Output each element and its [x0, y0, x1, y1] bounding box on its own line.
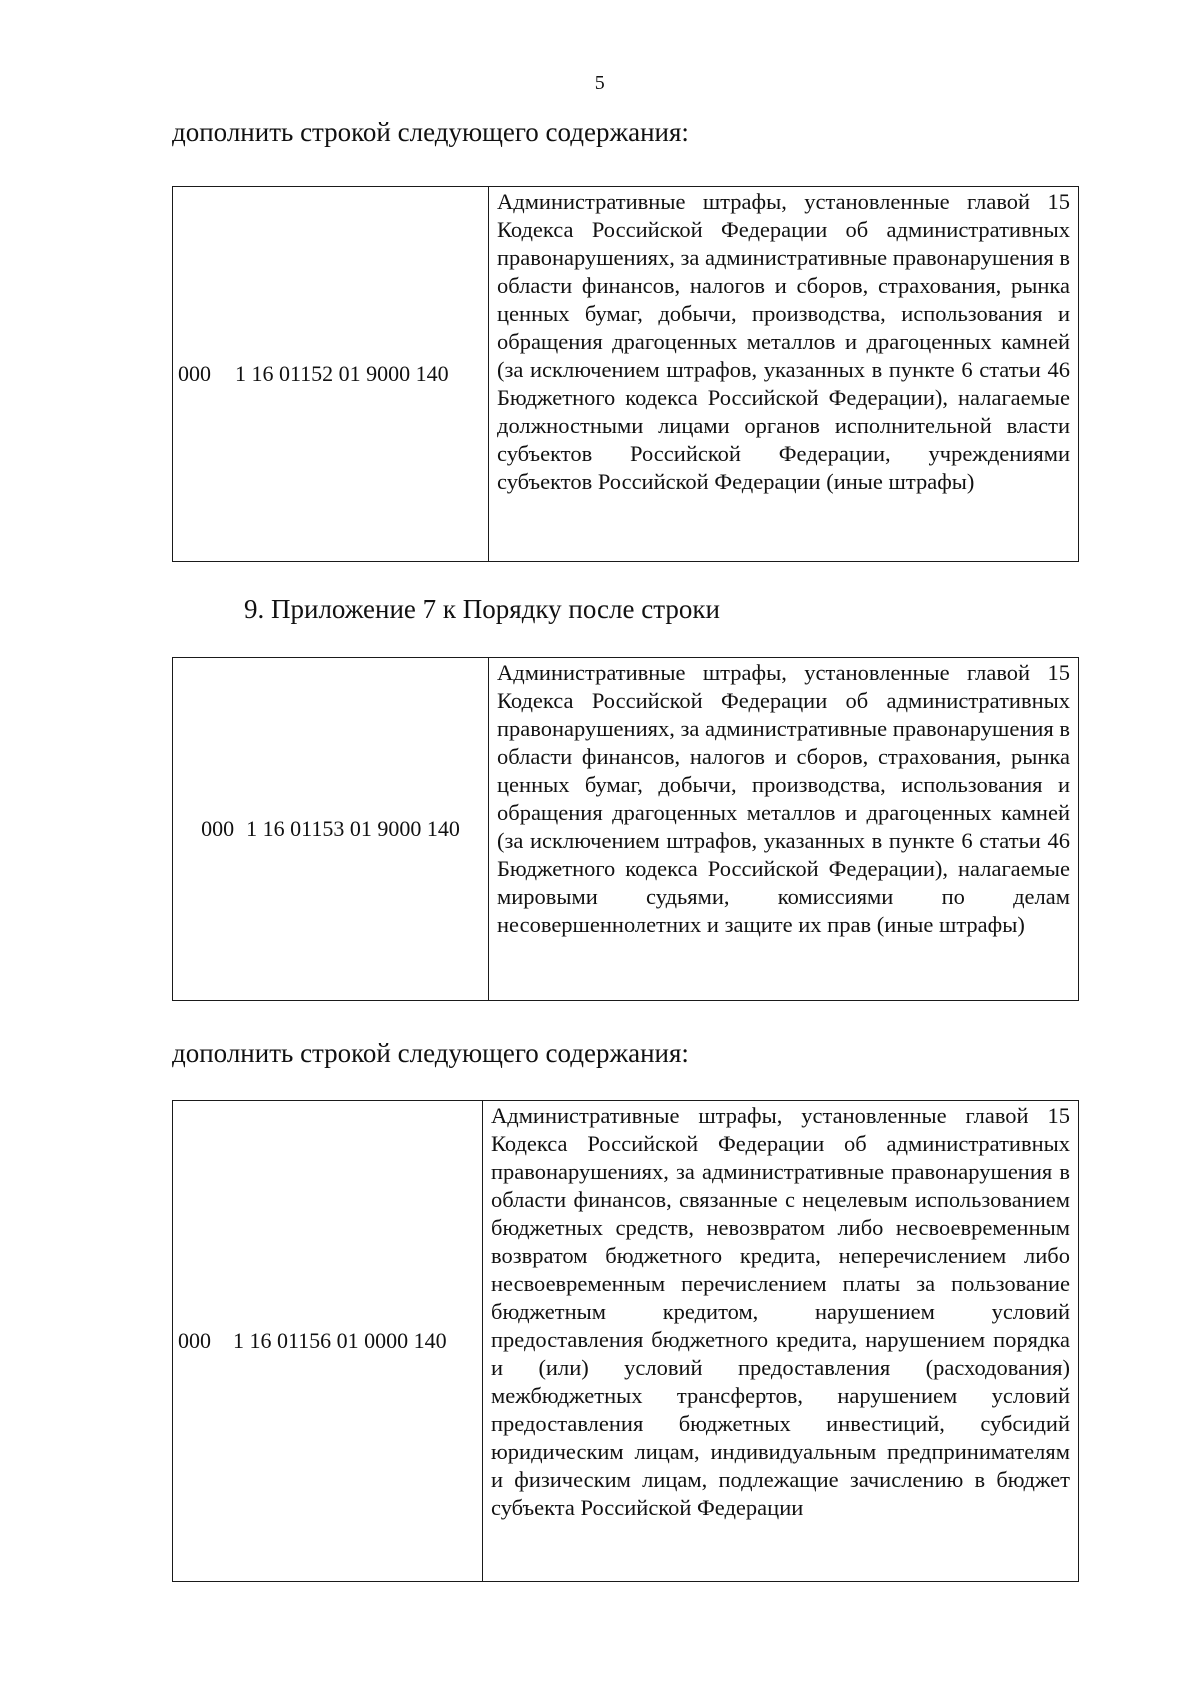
- budget-row-table: [172, 1100, 1079, 1582]
- table-row: [173, 187, 1079, 562]
- section-heading: дополнить строкой следующего содержания:: [172, 1038, 689, 1068]
- admin-code: 000: [201, 816, 235, 841]
- admin-code: 000: [178, 361, 211, 386]
- admin-code: 000: [178, 1328, 211, 1353]
- code-cell: [173, 1101, 483, 1582]
- section-heading: дополнить строкой следующего содержания:: [172, 117, 689, 147]
- description-cell: [483, 1101, 1079, 1582]
- table-row: [173, 1101, 1079, 1582]
- row-description: Административные штрафы, установленные главой 15 Кодекса Российской Федерации об административных правонарушениях, за административные правонарушения в области финансов, связанные с нецелевым использованием бюджетных средств, невозвратом либо несвоевременным возвратом бюджетного кредита, неперечислением либо несвоевременным перечислением платы за пользование бюджетным кредитом, нарушением условий предоставления бюджетного кредита, нарушением порядка и (или) условий предоставления (расходования) межбюджетных трансфертов, нарушением условий предоставления бюджетных инвестиций, субсидий юридическим лицам, индивидуальным предпринимателям и физическим лицам, подлежащие зачислению в бюджет субъекта Российской Федерации: [491, 1103, 1070, 1520]
- code-cell: [173, 658, 489, 1001]
- budget-row-table: [172, 186, 1079, 562]
- code-cell: [173, 187, 489, 562]
- description-cell: [489, 658, 1079, 1001]
- row-description: Административные штрафы, установленные главой 15 Кодекса Российской Федерации об административных правонарушениях, за административные правонарушения в области финансов, налогов и сборов, страхования, рынка ценных бумаг, добычи, производства, использования и обращения драгоценных металлов и драгоценных камней (за исключением штрафов, указанных в пункте 6 статьи 46 Бюджетного кодекса Российской Федерации), налагаемые должностными лицами органов исполнительной власти субъектов Российской Федерации, учреждениями субъектов Российской Федерации (иные штрафы): [497, 189, 1071, 494]
- row-description: Административные штрафы, установленные главой 15 Кодекса Российской Федерации об административных правонарушениях, за административные правонарушения в области финансов, налогов и сборов, страхования, рынка ценных бумаг, добычи, производства, использования и обращения драгоценных металлов и драгоценных камней (за исключением штрафов, указанных в пункте 6 статьи 46 Бюджетного кодекса Российской Федерации), налагаемые мировыми судьями, комиссиями по делам несовершеннолетних и защите их прав (иные штрафы): [497, 660, 1071, 937]
- description-cell: [489, 187, 1079, 562]
- section-heading: 9. Приложение 7 к Порядку после строки: [244, 594, 720, 624]
- table-row: [173, 658, 1079, 1001]
- page-number: 5: [594, 72, 606, 94]
- kbk-code: 1 16 01153 01 9000 140: [246, 816, 460, 841]
- kbk-code: 1 16 01152 01 9000 140: [235, 361, 449, 386]
- kbk-code: 1 16 01156 01 0000 140: [233, 1328, 447, 1353]
- budget-row-table: [172, 657, 1079, 1001]
